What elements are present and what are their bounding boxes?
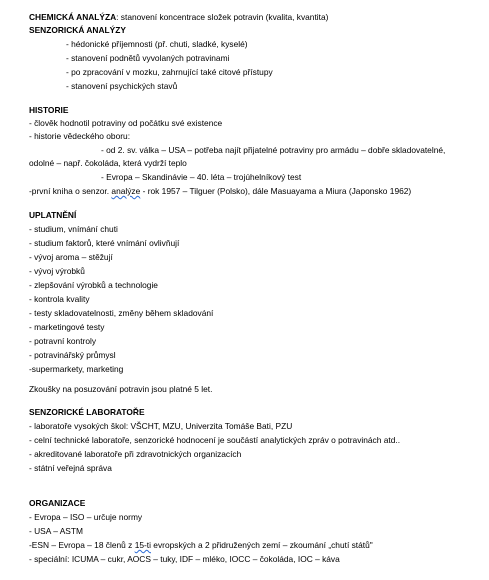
- application-item: - vývoj aroma – stěžují: [29, 252, 113, 262]
- application-item: - marketingové testy: [29, 322, 105, 332]
- application-item: - kontrola kvality: [29, 294, 90, 304]
- laboratory-item: - celní technické laboratoře, senzorické hodnocení je součástí analytických zpráv o potravinách atd..: [29, 435, 401, 445]
- history-line: - člověk hodnotil potraviny od počátku své existence: [29, 118, 223, 128]
- application-item: - testy skladovatelnosti, změny během skladování: [29, 308, 214, 318]
- laboratory-item: - státní veřejná správa: [29, 463, 112, 473]
- history-heading: HISTORIE: [29, 105, 69, 115]
- sensory-item: - po zpracování v mozku, zahrnující také citové přístupy: [66, 67, 273, 77]
- organizations-heading: ORGANIZACE: [29, 498, 86, 508]
- laboratory-item: - akreditované laboratoře při zdravotnických organizacích: [29, 449, 242, 459]
- organization-esn-line: [29, 540, 373, 551]
- history-first-book-post: - rok 1957 – Tilguer (Polsko), dále Masuayama a Miura (Japonsko 1962): [140, 186, 412, 196]
- application-item: - studium, vnímání chuti: [29, 224, 118, 234]
- application-heading: UPLATNĚNÍ: [29, 210, 77, 220]
- sensory-item: - hédonické příjemnosti (př. chuti, sladké, kyselé): [66, 39, 248, 49]
- organization-special-line: - speciální: ICUMA – cukr, AOCS – tuky, IDF – mléko, IOCC – čokoláda, IOC – káva: [29, 554, 340, 564]
- organization-item: - Evropa – ISO – určuje normy: [29, 512, 143, 522]
- organization-esn-post: evropských a 2 přidružených zemí – zkoumání „chutí států": [150, 540, 373, 550]
- application-item: - vývoj výrobků: [29, 266, 85, 276]
- laboratories-heading: SENZORICKÉ LABORATOŘE: [29, 407, 145, 417]
- sensory-item: - stanovení psychických stavů: [66, 81, 178, 91]
- history-line: - od 2. sv. válka – USA – potřeba najít přijatelné potraviny pro armádu – dobře skladovatelné,: [101, 145, 446, 155]
- spellcheck-word: analýze: [111, 186, 141, 196]
- history-line: - historie vědeckého oboru:: [29, 131, 131, 141]
- application-item: -supermarkety, marketing: [29, 364, 124, 374]
- organization-item: - USA – ASTM: [29, 526, 83, 536]
- chemical-analysis-heading: CHEMICKÁ ANALÝZA: [29, 12, 117, 22]
- organization-esn-pre: -ESN – Evropa – 18 členů z: [29, 540, 135, 550]
- application-item: - potravinářský průmysl: [29, 350, 116, 360]
- application-item: - zlepšování výrobků a technologie: [29, 280, 158, 290]
- history-line: odolné – např. čokoláda, která vydrží teplo: [29, 158, 187, 168]
- sensory-item: - stanovení podnětů vyvolaných potravinami: [66, 53, 230, 63]
- history-line: - Evropa – Skandinávie – 40. léta – trojúhelníkový test: [101, 172, 302, 182]
- application-item: - studium faktorů, které vnímání ovlivňují: [29, 238, 180, 248]
- laboratory-item: - laboratoře vysokých škol: VŠCHT, MZU, Univerzita Tomáše Bati, PZU: [29, 421, 293, 431]
- application-item: - potravní kontroly: [29, 336, 97, 346]
- chemical-analysis-text: : stanovení koncentrace složek potravin (kvalita, kvantita): [116, 12, 329, 22]
- chemical-analysis-line: [29, 12, 328, 23]
- history-first-book-pre: -první kniha o senzor.: [29, 186, 112, 196]
- spellcheck-word: 15-ti: [134, 540, 151, 550]
- sensory-analysis-heading: SENZORICKÁ ANALÝZY: [29, 25, 126, 35]
- history-first-book-line: [29, 186, 411, 197]
- application-note: Zkoušky na posuzování potravin jsou platné 5 let.: [29, 384, 213, 394]
